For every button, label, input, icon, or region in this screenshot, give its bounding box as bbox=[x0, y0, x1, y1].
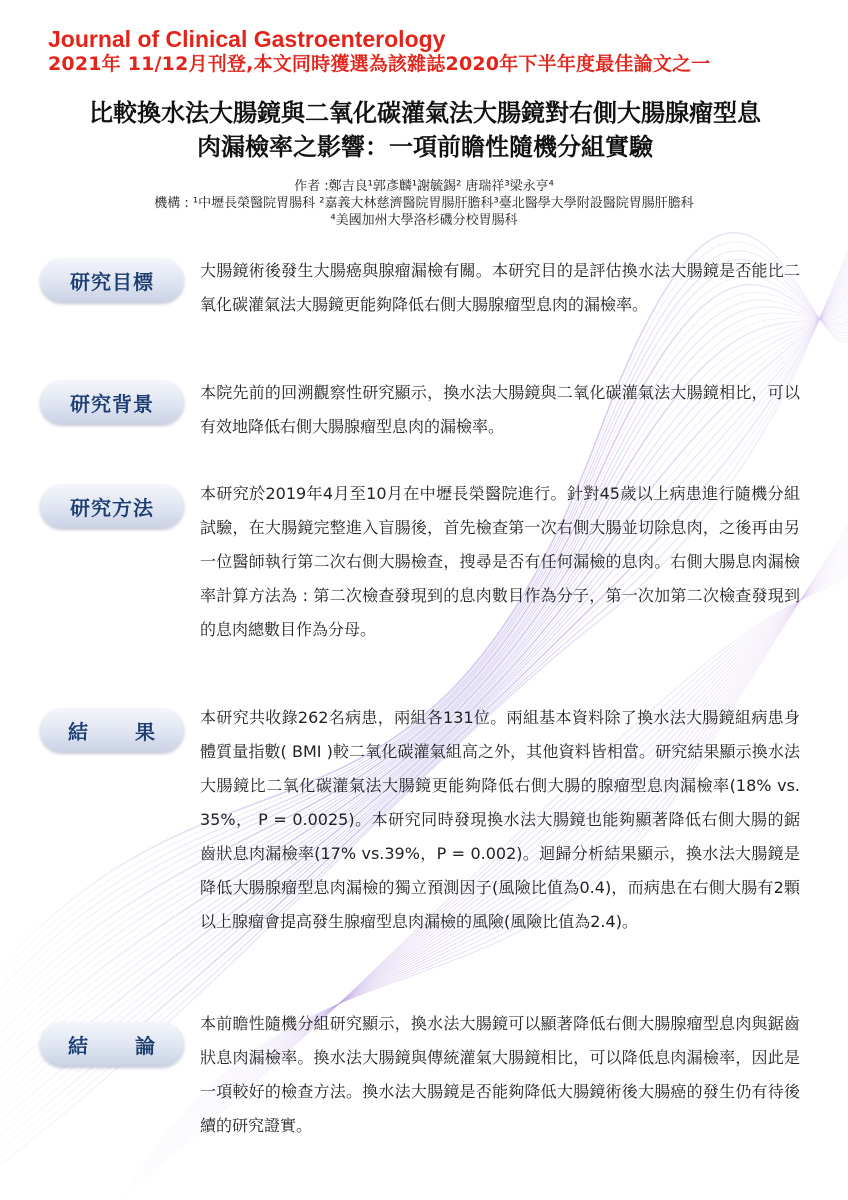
wave-line bbox=[0, 222, 848, 1096]
journal-name: Journal of Clinical Gastroenterology bbox=[48, 26, 446, 52]
results-label bbox=[40, 708, 184, 752]
paper-title bbox=[30, 96, 820, 164]
conclusion-text: 本前瞻性隨機分組研究顯示，換水法大腸鏡可以顯著降低右側大腸腺瘤型息肉與鋸齒狀息肉漏檢率。換水法大腸鏡與傳統灌氣大腸鏡相比，可以降低息肉漏檢率，因此是一項較好的檢查方法。換水法大腸鏡是否能夠降低大腸鏡術後大腸癌的發生仍有待後續的研究證實。 bbox=[200, 1014, 800, 1135]
publication-note: 2021年 11/12月刊登,本文同時獲選為該雜誌2020年下半年度最佳論文之一 bbox=[48, 53, 711, 75]
methods-label: 研究方法 bbox=[40, 484, 184, 528]
wave-line bbox=[0, 205, 848, 1132]
results-label-char-2: 果 bbox=[135, 719, 156, 744]
objective-label: 研究目標 bbox=[40, 258, 184, 302]
conclusion-label-char-2: 論 bbox=[135, 1033, 156, 1058]
wave-line bbox=[0, 198, 848, 1146]
methods-text: 本研究於2019年4月至10月在中壢長榮醫院進行。針對45歲以上病患進行隨機分組試驗，在大腸鏡完整進入盲腸後，首先檢查第一次右側大腸並切除息肉，之後再由另一位醫師執行第二次右側大腸檢查，搜尋是否有任何漏檢的息肉。右側大腸息肉漏檢率計算方法為 : 第二次檢查發現到的息肉數目作為分子，第一次加第二次檢查發現到的息肉總數目作為分母。 bbox=[200, 484, 800, 639]
title-line-1: 比較換水法大腸鏡與二氧化碳灌氣法大腸鏡對右側大腸腺瘤型息 bbox=[89, 99, 761, 127]
wave-line bbox=[0, 215, 848, 1110]
affiliation-line-2: ⁴美國加州大學洛杉磯分校胃腸科 bbox=[330, 213, 518, 228]
title-line-2: 肉漏檢率之影響：一項前瞻性隨機分組實驗 bbox=[197, 133, 653, 161]
objective-text: 大腸鏡術後發生大腸癌與腺瘤漏檢有關。本研究目的是評估換水法大腸鏡是否能比二氧化碳灌氣法大腸鏡更能夠降低右側大腸腺瘤型息肉的漏檢率。 bbox=[200, 261, 800, 314]
conclusion-label-char-1: 結 bbox=[68, 1033, 89, 1058]
author-block bbox=[0, 178, 848, 229]
background-label: 研究背景 bbox=[40, 380, 184, 424]
affiliation-line-1: 機構 : ¹中壢長榮醫院胃腸科 ²嘉義大林慈濟醫院胃腸肝膽科³臺北醫學大學附設醫院胃腸肝膽科 bbox=[154, 196, 694, 211]
conclusion-label bbox=[40, 1022, 184, 1066]
author-list: 作者 :鄭吉良¹郭彥麟¹謝毓錫² 唐瑞祥³梁永亨⁴ bbox=[294, 179, 554, 194]
background-text: 本院先前的回溯觀察性研究顯示，換水法大腸鏡與二氧化碳灌氣法大腸鏡相比，可以有效地降低右側大腸腺瘤型息肉的漏檢率。 bbox=[200, 383, 800, 436]
results-label-char-1: 結 bbox=[68, 719, 89, 744]
results-text: 本研究共收錄262名病患，兩組各131位。兩組基本資料除了換水法大腸鏡組病患身體質量指數( BMI )較二氧化碳灌氣組高之外，其他資料皆相當。研究結果顯示換水法大腸鏡比二氧化碳灌氣法大腸鏡更能夠降低右側大腸的腺瘤型息肉漏檢率(18% vs. 35%， P = 0.0025)。本研究同時發現換水法大腸鏡也能夠顯著降低右側大腸的鋸齒狀息肉漏檢率(17% vs.39%，P = 0.002)。迴歸分析結果顯示，換水法大腸鏡是降低大腸腺瘤型息肉漏檢的獨立預測因子(風險比值為0.4)，而病患在右側大腸有2顆以上腺瘤會提高發生腺瘤型息肉漏檢的風險(風險比值為2.4)。 bbox=[200, 708, 800, 931]
wave-line bbox=[0, 208, 848, 1124]
